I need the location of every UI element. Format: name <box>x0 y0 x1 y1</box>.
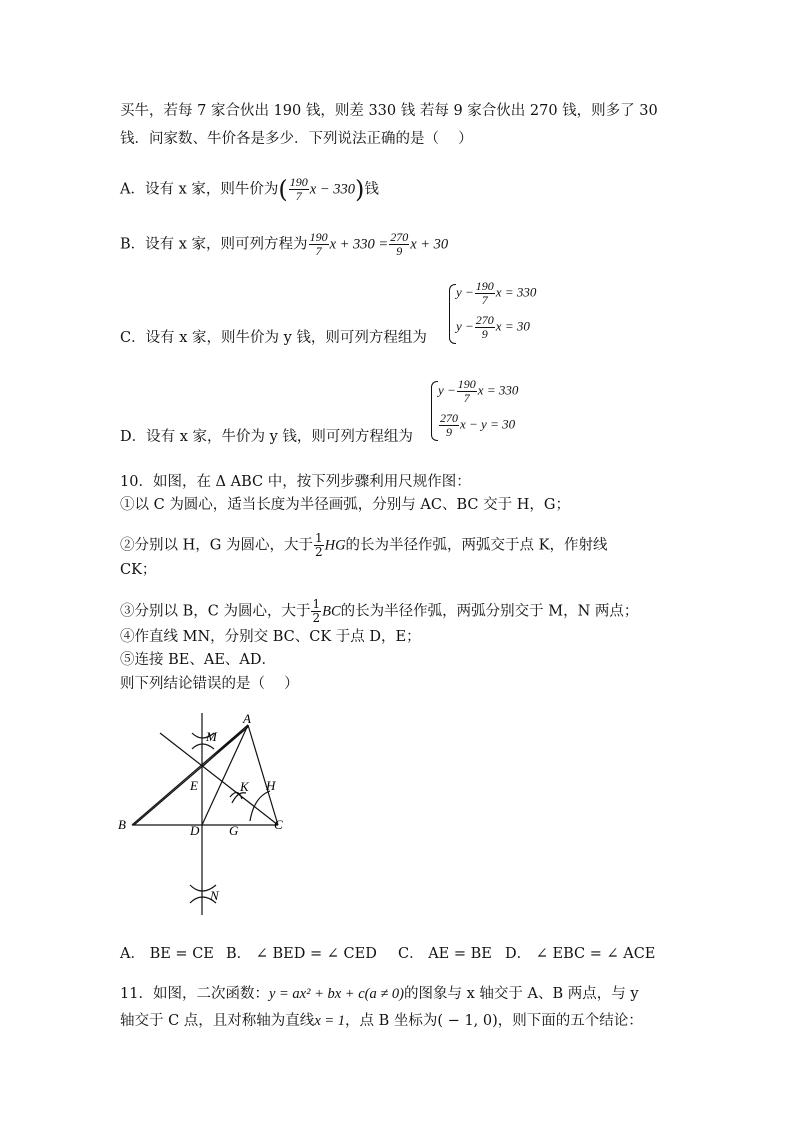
q10-step-1: ①以 C 为圆心，适当长度为半径画弧，分别与 AC、BC 交于 H，G； <box>120 497 570 513</box>
q11-line-2: 轴交于 C 点，且对称轴为直线x = 1，点 B 坐标为( − 1, 0)，则下面的五个结论： <box>120 1013 643 1029</box>
q9-c-eq1: y − $\frac{190}{7}$ x = 330 <box>456 279 537 307</box>
label-a: A <box>243 711 251 726</box>
q9-option-d-label: D．设有 x 家，牛价为 y 钱，则可列方程组为 <box>120 429 413 445</box>
label-d: D <box>190 823 200 838</box>
label-h: H <box>266 778 276 793</box>
q10-option-c: C． AE = BE <box>398 946 492 962</box>
q11-line-1: 11．如图，二次函数：y = ax² + bx + c(a ≠ 0)的图象与 x 轴交于 A、B 两点，与 y <box>120 986 639 1002</box>
q10-option-a: A． BE = CE <box>120 946 214 962</box>
q10-option-d: D． ∠ EBC = ∠ ACE <box>505 946 656 962</box>
label-e: E <box>190 778 198 793</box>
q9-option-b: B．设有 x 家，则可列方程为 $\frac{190}{7}$ x + 330 = $\frac{270}{9}$ x + 30 <box>120 230 449 258</box>
label-g: G <box>229 823 239 838</box>
q10-question: 则下列结论错误的是（ ） <box>120 676 299 692</box>
label-c: C <box>274 817 283 832</box>
q9-d-brace <box>431 381 438 441</box>
geometry-figure <box>110 705 310 925</box>
q10-stem: 10．如图，在 Δ ABC 中，按下列步骤利用尺规作图： <box>120 474 471 490</box>
label-m: M <box>206 729 217 744</box>
intro-line-2: 钱．问家数、牛价各是多少．下列说法正确的是（ ） <box>120 131 473 147</box>
q10-step-2: ②分别以 H，G 为圆心，大于 $\frac{1}{2}$ HG的长为半径作弧，两弧交于点 K，作射线 <box>120 531 608 559</box>
q9-c-eq2: y − $\frac{270}{9}$ x = 30 <box>456 313 530 341</box>
intro-line-1: 买牛，若每 7 家合伙出 190 钱，则差 330 钱 若每 9 家合伙出 270 钱，则多了 30 <box>120 103 658 119</box>
q10-step-3: ③分别以 B，C 为圆心，大于 $\frac{1}{2}$ BC的长为半径作弧，两弧分别交于 M，N 两点； <box>120 597 639 625</box>
ray-ck <box>160 733 278 825</box>
q9-d-eq1: y − $\frac{190}{7}$ x = 330 <box>438 377 519 405</box>
q9-option-a: A．设有 x 家，则牛价为( $\frac{190}{7}$ x − 330)钱 <box>120 175 379 204</box>
q9-option-a-label: A．设有 x 家，则牛价为 <box>120 181 279 198</box>
q10-step-5: ⑤连接 BE、AE、AD． <box>120 652 277 668</box>
q10-option-b: B． ∠ BED = ∠ CED <box>226 946 377 962</box>
q10-step-2-cont: CK； <box>120 562 157 578</box>
q9-option-c-label: C．设有 x 家，则牛价为 y 钱，则可列方程组为 <box>120 330 427 346</box>
segment-be <box>134 727 248 825</box>
label-n: N <box>210 888 219 903</box>
q9-c-brace <box>449 284 456 344</box>
q10-step-4: ④作直线 MN，分别交 BC、CK 于点 D，E； <box>120 629 421 645</box>
arc-m-2 <box>192 744 214 749</box>
segment-ba <box>132 725 248 825</box>
q9-d-eq2: $\frac{270}{9}$ x − y = 30 <box>440 411 516 439</box>
label-b: B <box>118 817 126 832</box>
label-k: K <box>240 779 249 794</box>
q9-option-b-label: B．设有 x 家，则可列方程为 <box>120 236 308 253</box>
q9-a-fraction: $\frac{190}{7}$ <box>289 175 308 203</box>
